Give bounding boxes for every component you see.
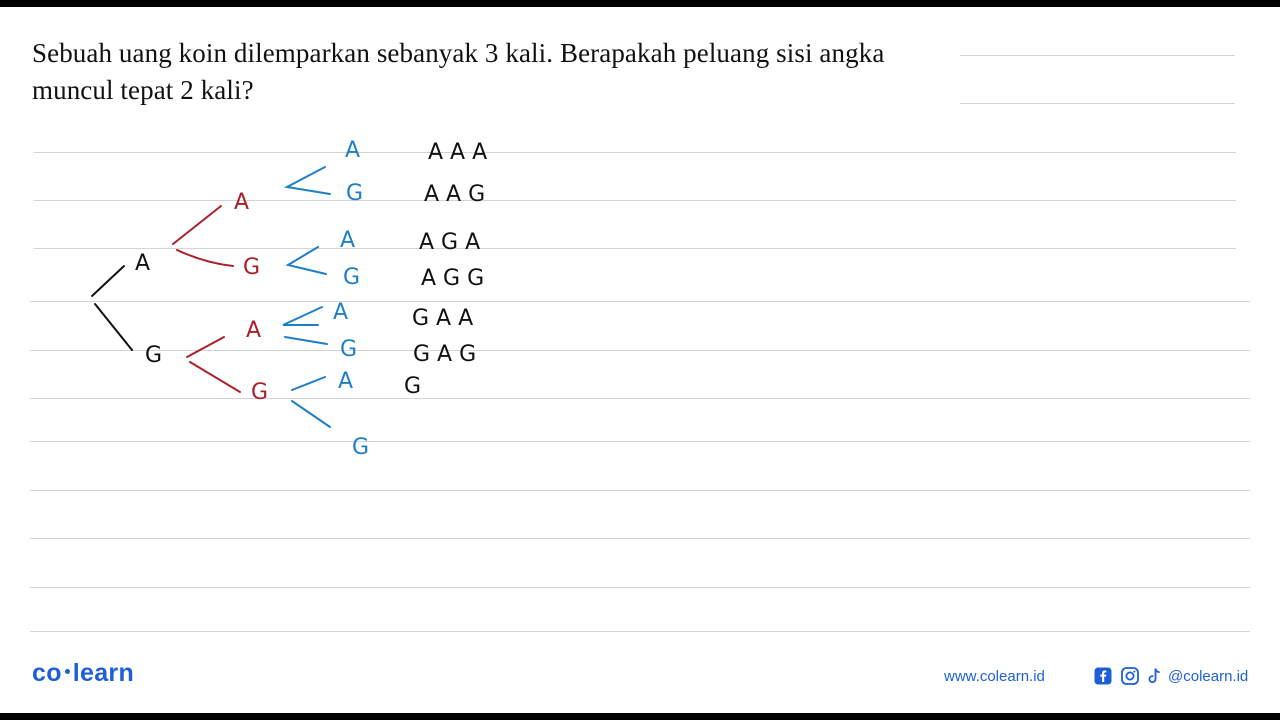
outcome-1: A A A	[428, 140, 488, 165]
toss3-label-8: G	[352, 435, 370, 460]
toss3-label-1: A	[345, 138, 361, 163]
branch-a-to-g	[177, 250, 233, 266]
branch-aa-split	[287, 167, 330, 194]
toss3-label-4: G	[343, 265, 361, 290]
lesson-canvas	[0, 7, 1280, 713]
website-link[interactable]: www.colearn.id	[944, 668, 1045, 685]
outcome-4: A G G	[421, 266, 485, 291]
probability-tree	[0, 7, 1280, 713]
tiktok-icon[interactable]	[1146, 667, 1164, 685]
toss3-label-6: G	[340, 337, 358, 362]
toss3-label-5: A	[333, 300, 349, 325]
outcome-7: G	[404, 374, 422, 399]
brand-right: learn	[72, 659, 135, 687]
colearn-logo	[32, 659, 134, 688]
branch-g-to-g	[190, 362, 240, 392]
outcome-5: G A A	[412, 306, 474, 331]
toss2-label-aa: A	[234, 190, 250, 215]
question-line-2: muncul tepat 2 kali?	[32, 75, 254, 105]
question-line-1: Sebuah uang koin dilemparkan sebanyak 3 kali. Berapakah peluang sisi angka	[32, 38, 885, 68]
toss1-label-a: A	[135, 251, 151, 276]
toss2-label-gg: G	[251, 380, 269, 405]
social-handle: @colearn.id	[1168, 668, 1249, 685]
branch-ga-split	[283, 307, 327, 344]
instagram-icon[interactable]	[1121, 667, 1139, 685]
branch-root-to-g	[95, 304, 132, 350]
branch-gg-to-g	[292, 401, 330, 427]
facebook-icon[interactable]	[1094, 667, 1112, 685]
toss3-label-7: A	[338, 369, 354, 394]
outcome-6: G A G	[413, 342, 477, 367]
outcome-3: A G A	[419, 230, 481, 255]
branch-root-to-a	[92, 266, 124, 296]
branch-ag-split	[288, 247, 326, 274]
brand-left: co	[32, 659, 62, 687]
toss2-label-ga: A	[246, 318, 262, 343]
toss2-label-ag: G	[243, 255, 261, 280]
branch-gg-to-a	[292, 377, 325, 390]
footer	[0, 647, 1280, 707]
toss3-label-2: G	[346, 181, 364, 206]
toss3-label-3: A	[340, 228, 356, 253]
outcome-2: A A G	[424, 182, 486, 207]
brand-dot	[65, 669, 70, 674]
branch-a-to-a	[173, 206, 221, 244]
branch-g-to-a	[187, 337, 224, 357]
toss1-label-g: G	[145, 343, 163, 368]
